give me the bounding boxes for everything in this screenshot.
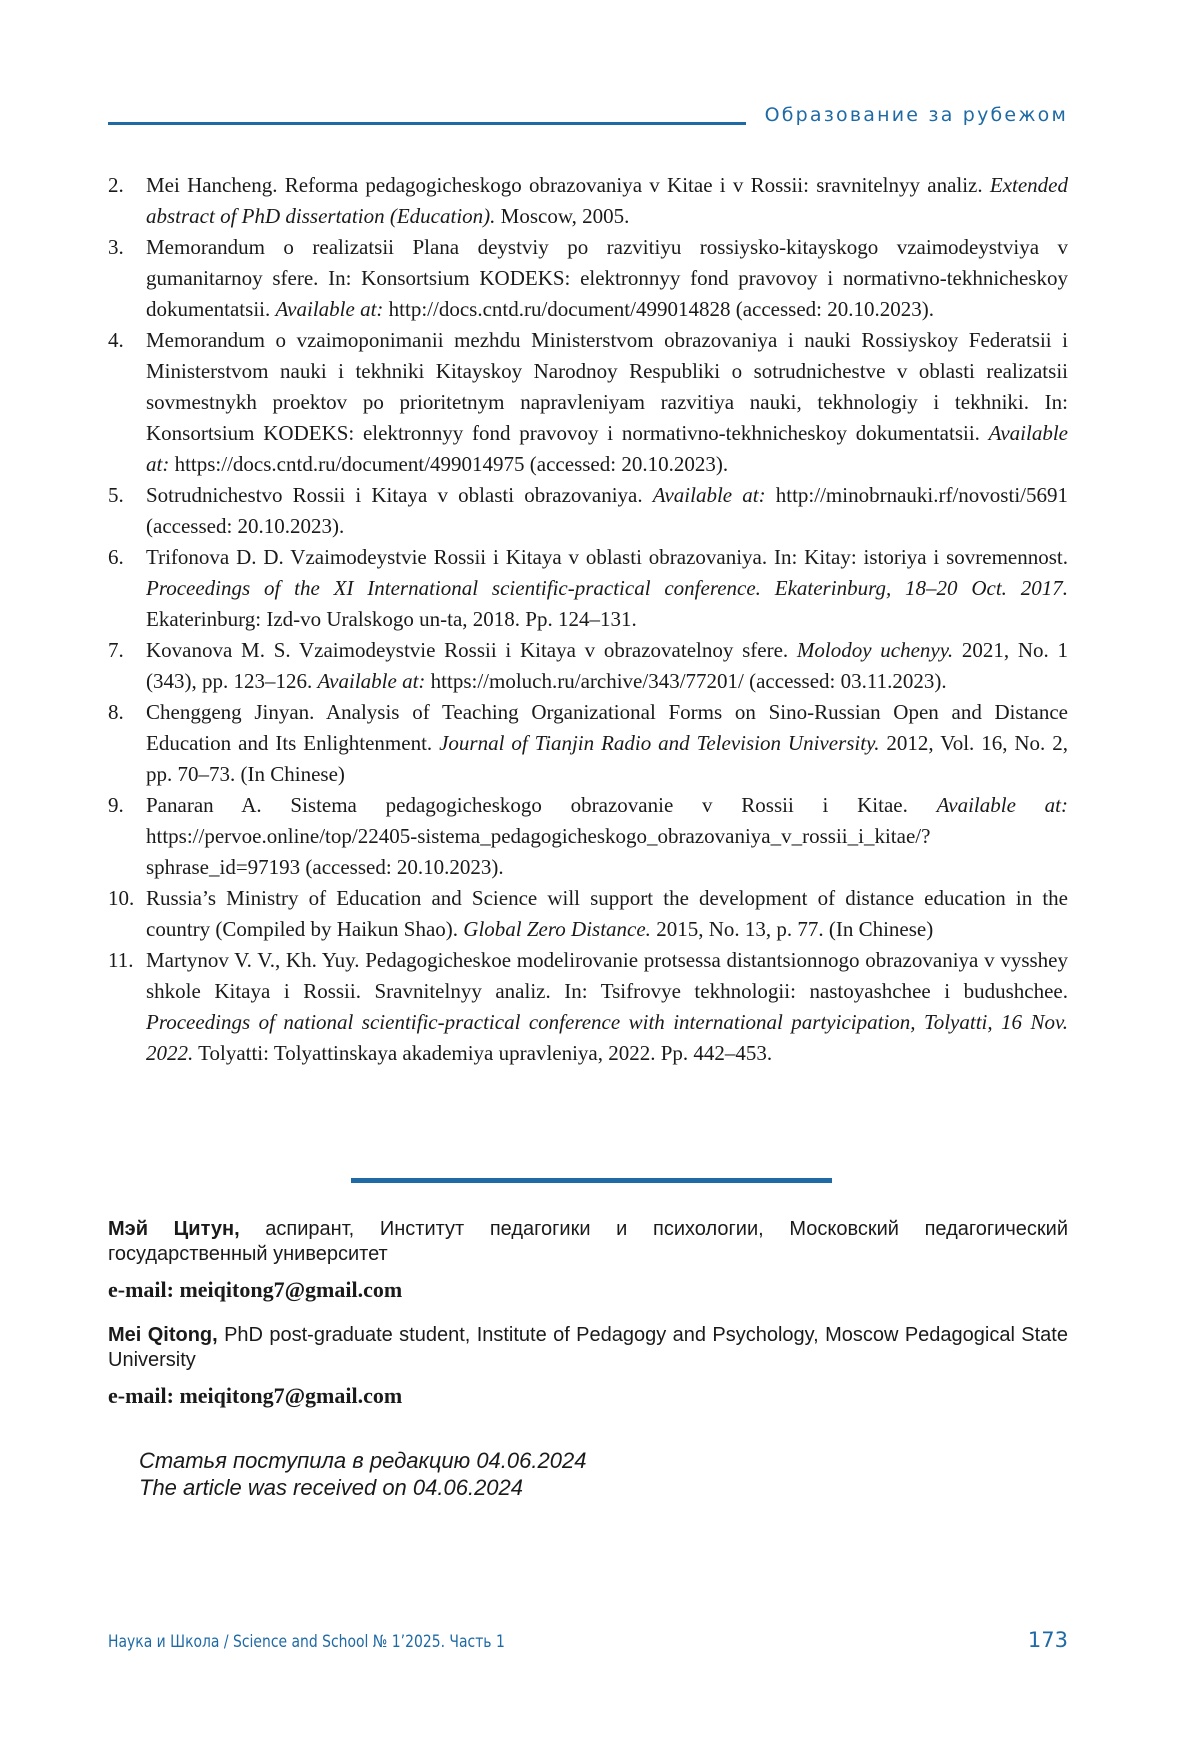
- reference-item: [108, 945, 1068, 1069]
- reference-text: Martynov V. V., Kh. Yuy. Pedagogicheskoe modelirovanie protsessa distantsionnogo obrazovaniya v vysshey shkole Kitaya i Rossii. Sravnitelnyy analiz. In: Tsifrovye tekhnologii: nastoyashchee i budushchee.: [146, 948, 1068, 1003]
- author-email-en: e-mail: meiqitong7@gmail.com: [108, 1383, 403, 1408]
- reference-text: Ekaterinburg: Izd-vo Uralskogo un-ta, 2018. Pp. 124–131.: [146, 607, 637, 631]
- reference-text: 2021, No. 1 (343), pp. 123–126.: [146, 638, 1068, 693]
- reference-italic-text: Available at:: [652, 483, 766, 507]
- reference-italic-text: Molodoy uchenyy.: [796, 638, 954, 662]
- reference-number: 10.: [108, 886, 135, 910]
- section-divider: [351, 1178, 832, 1183]
- page-number: 173: [1027, 1628, 1068, 1652]
- reference-text: Panaran A. Sistema pedagogicheskogo obrazovanie v Rossii i Kitae.: [146, 793, 937, 817]
- reference-item: [108, 542, 1068, 635]
- reference-item: [108, 635, 1068, 697]
- reference-number: 4.: [108, 328, 124, 352]
- received-ru: Статья поступила в редакцию 04.06.2024: [139, 1448, 587, 1473]
- reference-text: Trifonova D. D. Vzaimodeystvie Rossii i Kitaya v oblasti obrazovaniya. In: Kitay: istoriya i sovremennost.: [146, 545, 1068, 569]
- reference-italic-text: Proceedings of the XI International scientific-practical conference. Ekaterinburg, 18–20 Oct. 2017.: [146, 576, 1068, 600]
- reference-list: [108, 170, 1068, 1069]
- reference-text: 2015, No. 13, p. 77. (In Chinese): [650, 917, 934, 941]
- author-info-en: [108, 1323, 1068, 1373]
- reference-text: https://docs.cntd.ru/document/499014975 (accessed: 20.10.2023).: [169, 452, 729, 476]
- reference-text: http://minobrnauki.rf/novosti/5691 (accessed: 20.10.2023).: [146, 483, 1068, 538]
- reference-italic-text: Available at:: [275, 297, 384, 321]
- reference-text: https://pervoe.online/top/22405-sistema_pedagogicheskogo_obrazovaniya_v_rossii_i_kitae/?sphrase_id=97193 (accessed: 20.10.2023).: [146, 824, 931, 879]
- reference-number: 8.: [108, 700, 124, 724]
- reference-number: 5.: [108, 483, 124, 507]
- author-name-en: Mei Qitong,: [108, 1324, 218, 1346]
- reference-item: [108, 325, 1068, 480]
- reference-number: 11.: [108, 948, 134, 972]
- reference-text: Memorandum o realizatsii Plana deystviy po razvitiyu rossiysko-kitayskogo vzaimodeystviya v gumanitarnoy sfere. In: Konsortsium KODEKS: elektronnyy fond pravovoy i normativno-tekhnicheskoy dokumentatsii.: [146, 235, 1068, 321]
- reference-number: 7.: [108, 638, 124, 662]
- reference-text: Sotrudnichestvo Rossii i Kitaya v oblasti obrazovaniya.: [146, 483, 653, 507]
- header-rule: [108, 122, 746, 125]
- reference-text: Russia’s Ministry of Education and Science will support the development of distance education in the country (Compiled by Haikun Shao).: [146, 886, 1068, 941]
- author-name-ru: Мэй Цитун,: [108, 1218, 240, 1240]
- reference-italic-text: Global Zero Distance.: [463, 917, 651, 941]
- reference-item: [108, 232, 1068, 325]
- reference-italic-text: Journal of Tianjin Radio and Television University.: [439, 731, 880, 755]
- reference-item: [108, 697, 1068, 790]
- reference-item: [108, 480, 1068, 542]
- reference-text: Kovanova M. S. Vzaimodeystvie Rossii i Kitaya v obrazovatelnoy sfere.: [146, 638, 797, 662]
- reference-text: Chenggeng Jinyan. Analysis of Teaching Organizational Forms on Sino-Russian Open and Distance Education and Its Enlightenment.: [146, 700, 1068, 755]
- reference-text: 2012, Vol. 16, No. 2, pp. 70–73. (In Chinese): [146, 731, 1068, 786]
- reference-italic-text: Extended abstract of PhD dissertation (Education).: [146, 173, 1068, 228]
- reference-text: Moscow, 2005.: [495, 204, 630, 228]
- reference-text: http://docs.cntd.ru/document/499014828 (accessed: 20.10.2023).: [383, 297, 934, 321]
- reference-italic-text: Available at:: [317, 669, 426, 693]
- reference-item: [108, 170, 1068, 232]
- journal-footer: Наука и Школа / Science and School № 1’2025. Часть 1: [108, 1632, 505, 1652]
- reference-text: Tolyatti: Tolyattinskaya akademiya upravleniya, 2022. Pp. 442–453.: [193, 1041, 773, 1065]
- reference-item: [108, 790, 1068, 883]
- author-desc-ru: аспирант, Институт педагогики и психологии, Московский педагогический государственный университет: [108, 1218, 1068, 1265]
- author-info-ru: [108, 1217, 1068, 1267]
- reference-text: Memorandum o vzaimoponimanii mezhdu Ministerstvom obrazovaniya i nauki Rossiyskoy Federatsii i Ministerstvom nauki i tekhniki Kitayskoy Narodnoy Respubliki o sotrudnichestve v oblasti realizatsii sovmestnykh proektov po prioritetnym napravleniyam razvitiya nauki, tekhnologiy i tekhniki. In: Konsortsium KODEKS: elektronnyy fond pravovoy i normativno-tekhnicheskoy dokumentatsii.: [146, 328, 1068, 445]
- reference-number: 3.: [108, 235, 124, 259]
- reference-text: Mei Hancheng. Reforma pedagogicheskogo obrazovaniya v Kitae i v Rossii: sravnitelnyy analiz.: [146, 173, 990, 197]
- reference-number: 2.: [108, 173, 124, 197]
- received-en: The article was received on 04.06.2024: [139, 1475, 524, 1500]
- reference-number: 9.: [108, 793, 124, 817]
- author-email-ru: e-mail: meiqitong7@gmail.com: [108, 1277, 403, 1302]
- reference-italic-text: Proceedings of national scientific-practical conference with international partyicipation, Tolyatti, 16 Nov. 2022.: [146, 1010, 1068, 1065]
- section-title: Образование за рубежом: [764, 104, 1068, 126]
- reference-text: https://moluch.ru/archive/343/77201/ (accessed: 03.11.2023).: [425, 669, 947, 693]
- author-desc-en: PhD post-graduate student, Institute of Pedagogy and Psychology, Moscow Pedagogical State University: [108, 1324, 1068, 1371]
- running-header: [108, 104, 1068, 128]
- reference-item: [108, 883, 1068, 945]
- reference-number: 6.: [108, 545, 124, 569]
- reference-italic-text: Available at:: [936, 793, 1068, 817]
- reference-italic-text: Available at:: [146, 421, 1068, 476]
- received-note: [139, 1447, 586, 1501]
